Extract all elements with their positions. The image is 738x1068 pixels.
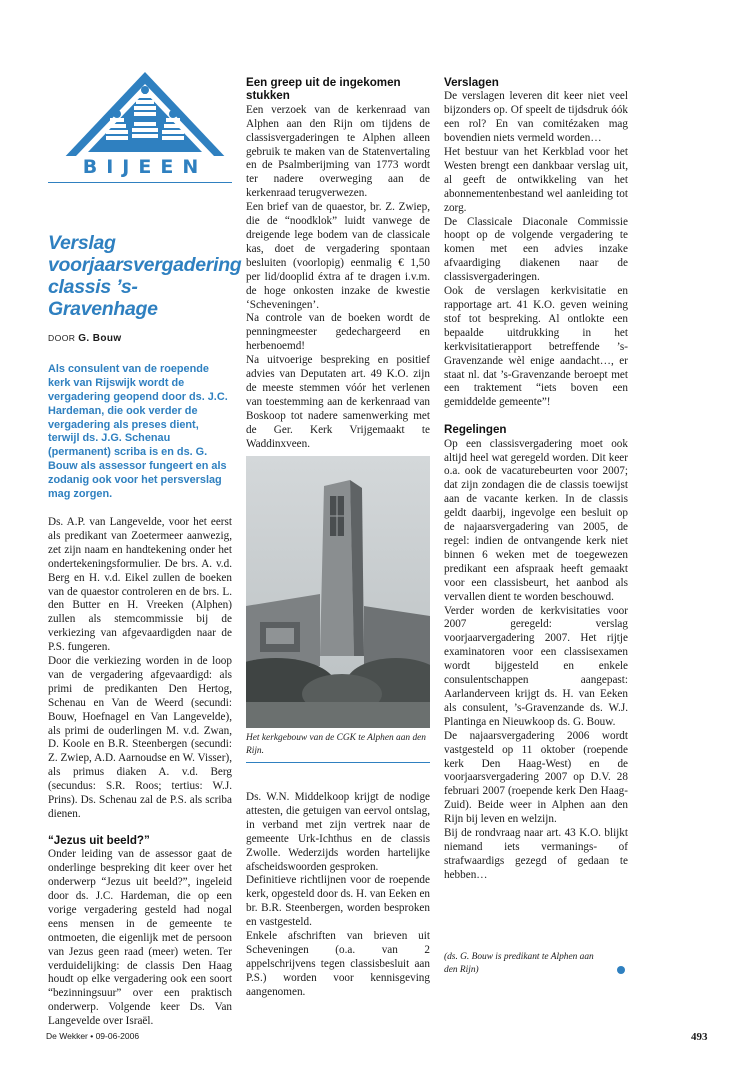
- column-1: [48, 232, 242, 1029]
- column-2: [246, 76, 430, 451]
- section-heading-jezus: “Jezus uit beeld?”: [48, 833, 150, 847]
- section-heading-regelingen: Regelingen: [444, 423, 507, 437]
- photo-caption-text: Het kerkgebouw van de CGK te Alphen aan den Rijn.: [246, 733, 426, 756]
- title-line-2: voorjaarsvergadering: [48, 254, 242, 276]
- paragraph: De verslagen leveren dit keer niet veel bijzonders op. Of speelt de tijdsdruk óók een rol? En van comitézaken mag bovendien niets vermeld worden…: [444, 90, 628, 145]
- paragraph: Ds. A.P. van Langevelde, voor het eerst als predikant van Zoetermeer aanwezig, zet zijn naam en handtekening onder het ondertekeningsformulier. De brs. A. v.d. Berg en H. v.d. Eikel zullen de boeken van de quaestor controleren en de brs. L. den Butter en H. Vreeken (Alphen) zullen als stemcommissie bij de verkiezing van afgevaardigden naar de P.S. fungeren.: [48, 515, 232, 654]
- paragraph: Een verzoek van de kerkenraad van Alphen aan den Rijn om tijdens de classisvergaderingen te Alphen alleen gebruik te maken van de Statenvertaling en de Psalmberijming van 1773 wordt ter nadere overweging aan de kerkenraad terugverwezen.: [246, 103, 430, 200]
- paragraph: Enkele afschriften van brieven uit Scheveningen (o.a. van 2 appelschrijvens tegen classisbesluit aan P.S.) worden voor kennisgeving aangenomen.: [246, 930, 430, 998]
- paragraph: Onder leiding van de assessor gaat de onderlinge bespreking dit keer over het onderwerp “Jezus uit beeld?”, ingeleid door ds. J.C. Hardeman, die op een vorige vergadering gesteld had nogal eens mensen in de gemeente te ontmoeten, die eigenlijk met de persoon van Jezus geen raad (meer) weten. Ter verduidelijking: de classis Den Haag houdt op elke vergadering ook een soort “bezinningsuur” over een praktisch onderwerp. Volgende keer Ds. Van Langevelde over Israël.: [48, 848, 232, 1028]
- page-number: 493: [691, 1031, 708, 1043]
- logo-rule: [48, 182, 232, 183]
- column-1-body: [48, 516, 232, 822]
- logo-wordmark: BIJEEN: [60, 156, 230, 178]
- paragraph: Ook de verslagen kerkvisitatie en rapportage art. 41 K.O. geven weining stof tot bespreking. Al ontlokte een bepaalde uitdrukking in het kerkvisitatierapport betreffende ’s-Gravenzande wèl enige aandacht…, er staat nl. dat ’s-Gravenzande beroept met een traktement “iets boven een gemiddelde gemeente”!: [444, 285, 628, 409]
- paragraph: Door die verkiezing worden in de loop van de vergadering afgevaardigd: als primi de predikanten Den Hertog, Schenau en Van de Weerd (secundi: Bouw, Hoefnagel en Van Langevelde), als primi de ouderlingen M. v.d. Zwan, D. Koole en B.R. Steenbergen (secundi: Z. Zwiep, A.D. Aarnoudse en W. Visser), als primus diaken A. v.d. Berg (secundus: S.R. Roos; tertius: W.J. Prins). Ds. Schenau zal de P.S. als scriba dienen.: [48, 655, 232, 820]
- column-2-bottom: [246, 791, 430, 1000]
- intro-text: Als consulent van de roepende kerk van Rijswijk wordt de vergadering geopend door ds. J.C. Hardeman, die ook verder de vergadering als preses dient, terwijl ds. J.G. Schenau (permanent) scriba is en ds. G. Bouw als assessor fungeert en als zodanig ook voor het persverslag mag zorgen.: [48, 362, 228, 501]
- byline-author: G. Bouw: [78, 333, 122, 344]
- paragraph: Een brief van de quaestor, br. Z. Zwiep, die de “noodklok” luidt vanwege de dreigende lege bodem van de classicale kas, doet de vergadering spontaan besluiten (voorlopig) eenmalig € 1,50 per lid/dooplid éxtra af te dragen i.v.m. de hoge onkosten inzake de kwestie ‘Scheveningen’.: [246, 201, 430, 311]
- byline-prefix: DOOR: [48, 333, 76, 343]
- paragraph: Verder worden de kerkvisitaties voor 2007 geregeld: verslag voorjaarvergadering 2007. Het rijtje examinatoren voor een classisexamen wordt bijgesteld en enkele consulentschappen aangepast: Aarlanderveen krijgt ds. H. van Eeken als consulent, ’s-Gravenzande ds. W.J. Plantinga en Nieuwkoop ds. G. Bouw.: [444, 604, 628, 728]
- paragraph: De najaarsvergadering 2006 wordt vastgesteld op 11 oktober (roepende kerk Den Haag-West) en de voorjaarsvergadering 2007 op D.V. 28 februari 2007 (roepende kerk Den Haag-Zuid). Beide weer in Alphen aan den Rijn bij leven en welzijn.: [444, 729, 628, 826]
- paragraph: Op een classisvergadering moet ook altijd heel wat geregeld worden. Dit keer o.a. ook de vacaturebeurten voor 2007; dat zijn zondagen die de classis toewijst aan de vacante kerken. In de classis geldt daarbij, ingevolge een besluit op de najaarsvergadering van 2005, de regel: indien de ontvangende kerk niet binnen 6 weken met de toegewezen predikant een afspraak heeft gemaakt voor een classisbeurt, het aanbod als vervallen dient te worden beschouwd.: [444, 437, 628, 603]
- title-line-1: Verslag: [48, 232, 116, 254]
- paragraph: Definitieve richtlijnen voor de roepende kerk, opgesteld door ds. H. van Eeken en br. B.R. Steenbergen, worden besproken en vastgesteld.: [246, 874, 430, 929]
- byline: [48, 332, 232, 346]
- section-heading-verslagen: Verslagen: [444, 76, 499, 89]
- paragraph: Na uitvoerige bespreking en positief advies van Deputaten art. 49 K.O. zijn de meeste stemmen vóór het verlenen van toestemming aan de kerkenraad van Boskoop tot nadere samenwerking met de Ger. Kerk Vrijgemaakt te Waddinxveen.: [246, 354, 430, 450]
- column-3: [444, 76, 628, 883]
- paragraph: Ds. W.N. Middelkoop krijgt de nodige attesten, die getuigen van eervol ontslag, in verband met zijn vertrek naar de gemeente Urk-Ichthus en de classis Zwolle. Wederzijds worden hartelijke afscheidswoorden gesproken.: [246, 791, 430, 873]
- footer-publication: De Wekker • 09-06-2006: [46, 1031, 140, 1041]
- church-photo-graphic: [246, 456, 430, 728]
- end-mark-icon: [617, 966, 625, 974]
- photo-caption: [246, 732, 430, 758]
- author-note-text: (ds. G. Bouw is predikant te Alphen aan den Rijn): [444, 952, 594, 975]
- paragraph: Na controle van de boeken wordt de penningmeester gedechargeerd en herbenoemd!: [246, 312, 430, 353]
- caption-rule: [246, 762, 430, 763]
- paragraph: Het bestuur van het Kerkblad voor het Westen brengt een dankbaar verslag uit, al geeft de ontwikkeling van het abonnementenbestand wel aanleiding tot zorg.: [444, 146, 628, 214]
- author-note: [444, 951, 594, 977]
- church-photo: [246, 456, 430, 728]
- article-title: [48, 232, 242, 320]
- paragraph: De Classicale Diaconale Commissie hoopt op de volgende vergadering te komen met een advies inzake afvaardiging diakenen naar de classisvergaderingen.: [444, 215, 628, 284]
- section-heading-stukken: Een greep uit de ingekomen stukken: [246, 76, 401, 103]
- title-line-3: classis ’s-Gravenhage: [48, 276, 158, 320]
- article-intro: [48, 363, 232, 502]
- paragraph: Bij de rondvraag naar art. 43 K.O. blijkt niemand iets vermanings- of strafwaardigs gezegd of gedaan te hebben…: [444, 827, 628, 881]
